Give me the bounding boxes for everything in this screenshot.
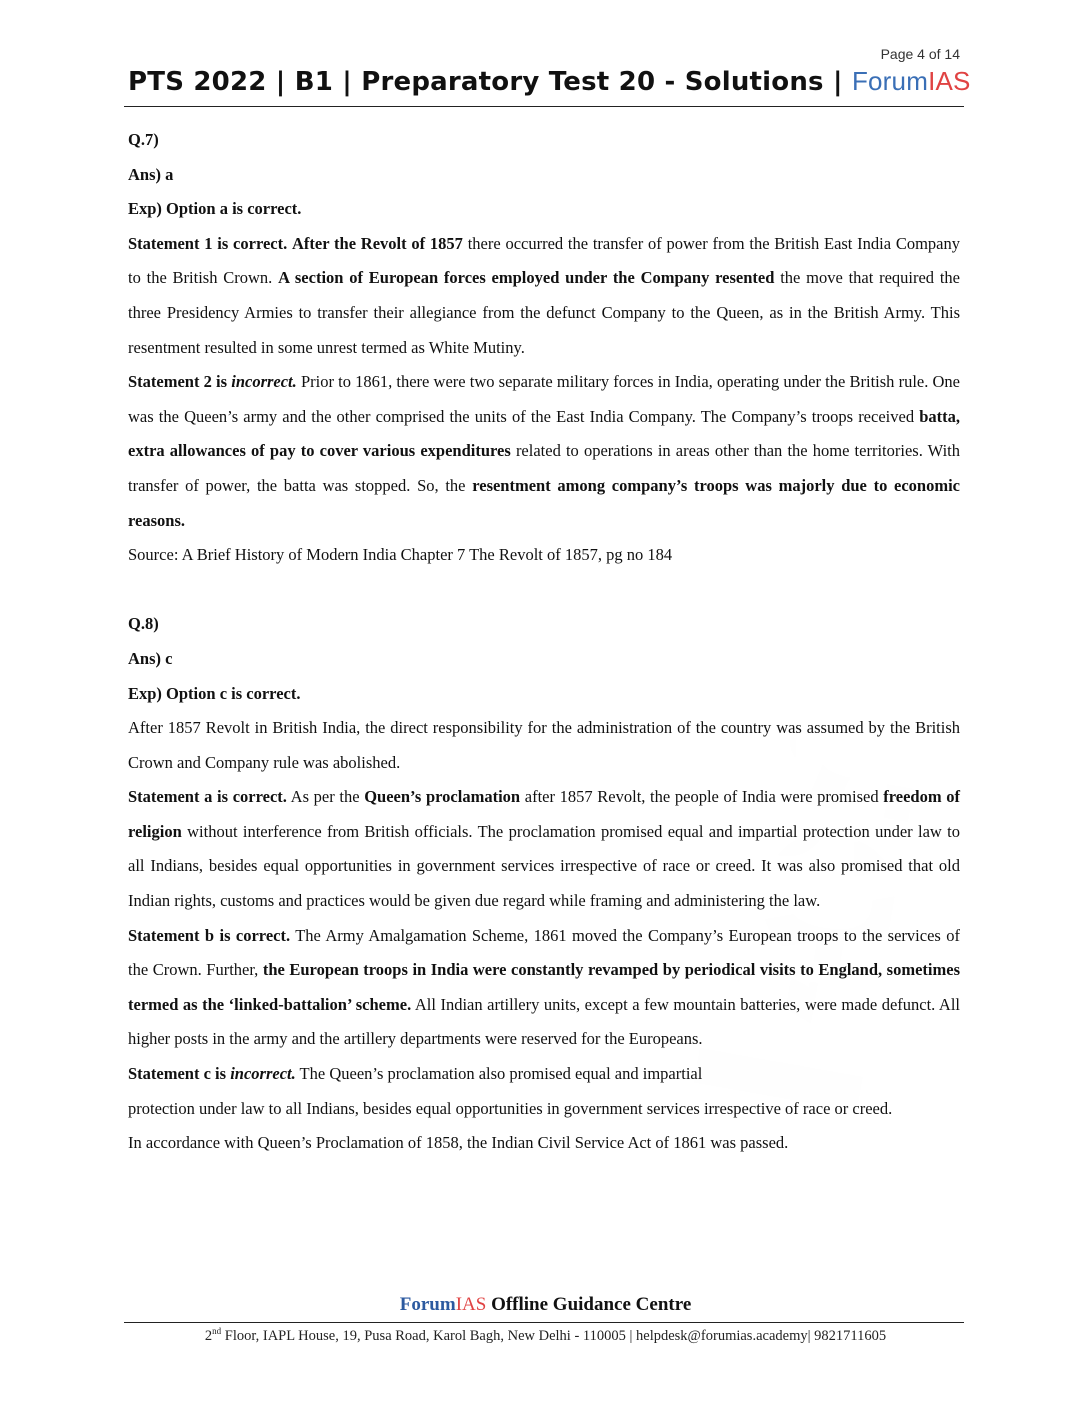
q7-source: Source: A Brief History of Modern India Chapter 7 The Revolt of 1857, pg no 184 — [128, 545, 673, 565]
q7-number: Q.7) — [128, 130, 159, 149]
q7-statement-2: Statement 2 is incorrect. Prior to 1861, there were two separate military forces in India, operating under the British rule. One was the Queen’s army and the other comprised the units of the East India Company. The Company’s troops received batta, extra allowances of pay to cover various expenditures related to operations in areas other than the home territories. With transfer of power, the batta was stopped. So, the resentment among company’s troops was majorly due to economic reasons. — [128, 372, 961, 530]
page-number: Page 4 of 14 — [880, 46, 960, 62]
q8-statement-c-continued: protection under law to all Indians, besides equal opportunities in government services irrespective of race or creed. — [128, 1098, 893, 1118]
q7-answer: Ans) a — [128, 164, 174, 184]
footer-title: ForumIAS Offline Guidance Centre — [399, 1294, 692, 1315]
q7-statement-1: Statement 1 is correct. After the Revolt of 1857 there occurred the transfer of power from the British East India Company to the British Crown. A section of European forces employed under the Company resented the move that required the three Presidency Armies to transfer their allegiance from the defunct Company to the Queen, as in the British Army. This resentment resulted in some unrest termed as White Mutiny. — [128, 233, 961, 357]
q8-statement-c: Statement c is incorrect. The Queen’s proclamation also promised equal and impartial — [128, 1064, 703, 1084]
q8-answer: Ans) c — [128, 648, 173, 668]
q7-explanation: Exp) Option a is correct. — [128, 199, 302, 219]
q8-explanation: Exp) Option c is correct. — [128, 683, 301, 703]
brand-forum: Forum — [851, 66, 929, 96]
footer-address: 2nd Floor, IAPL House, 19, Pusa Road, Karol Bagh, New Delhi - 110005 | helpdesk@forumias.academy| 9821711605 — [204, 1326, 887, 1344]
page-title: PTS 2022 | B1 | Preparatory Test 20 - Solutions | ForumIAS — [128, 66, 971, 97]
q8-statement-a: Statement a is correct. As per the Queen’s proclamation after 1857 Revolt, the people of India were promised freedom of religion without interference from British officials. The proclamation promised equal and impartial protection under law to all Indians, besides equal opportunities in government services irrespective of race or creed. It was also promised that old Indian rights, customs and practices would be given due regard while framing and administering the law. — [128, 787, 960, 911]
q8-number: Q.8) — [128, 614, 159, 634]
brand-ias: IAS — [928, 66, 971, 96]
document-body — [128, 123, 960, 1161]
header-divider — [124, 106, 964, 107]
q8-statement-b: Statement b is correct. The Army Amalgamation Scheme, 1861 moved the Company’s European troops to the services of the Crown. Further, the European troops in India were constantly revamped by periodical visits to England, sometimes termed as the ‘linked-battalion’ scheme. All Indian artillery units, except a few mountain batteries, were made defunct. All higher posts in the army and the artillery departments were reserved for the Europeans. — [128, 925, 961, 1049]
q8-intro: After 1857 Revolt in British India, the direct responsibility for the administration of the country was assumed by the British Crown and Company rule was abolished. — [128, 718, 960, 772]
q8-closing: In accordance with Queen’s Proclamation of 1858, the Indian Civil Service Act of 1861 was passed. — [128, 1133, 789, 1153]
footer-divider — [124, 1322, 964, 1323]
